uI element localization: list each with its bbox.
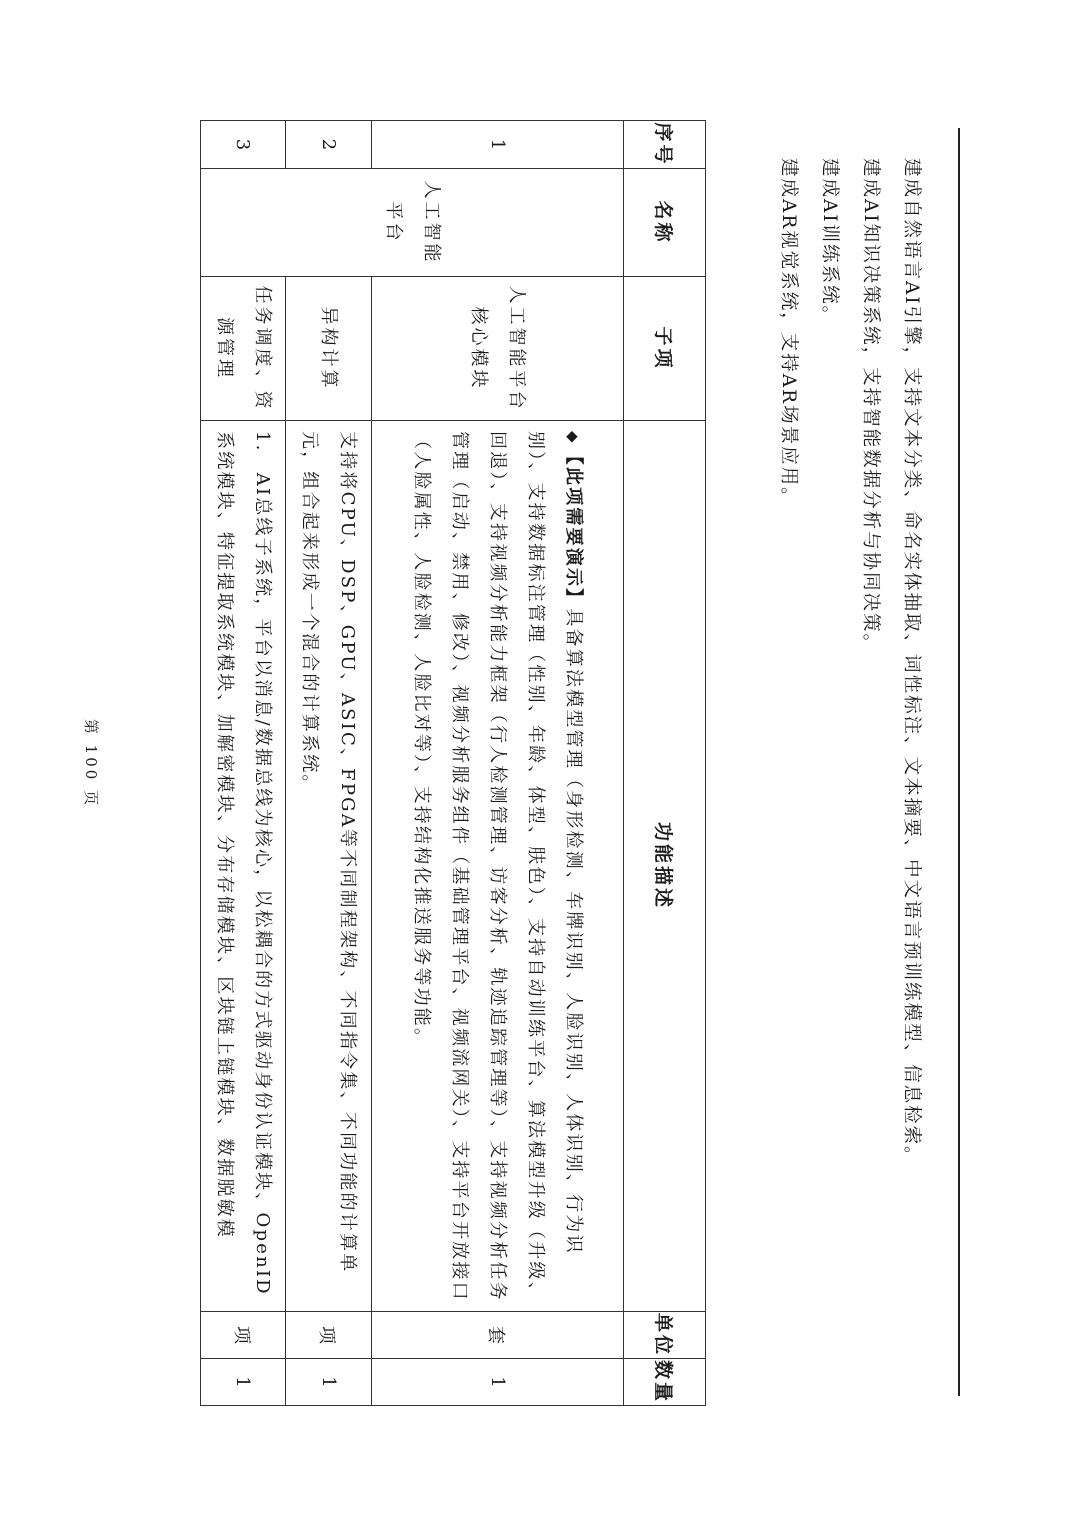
table-row <box>372 121 624 1406</box>
row-index: 3 <box>201 121 286 169</box>
row-quantity: 1 <box>286 1359 372 1406</box>
header-index: 序号 <box>624 121 706 169</box>
row-description: 支持将CPU、DSP、GPU、ASIC、FPGA等不同制程架构、不同指令集、不同功能的计算单元，组合起来形成一个混合的计算系统。 <box>286 421 372 1312</box>
intro-line: 建成AR视觉系统，支持AR场景应用。 <box>778 158 799 508</box>
row-subitem: 异构计算 <box>286 277 372 421</box>
page-number: 第 100 页 <box>82 718 100 809</box>
row-unit: 项 <box>286 1312 372 1359</box>
spec-table <box>200 120 706 1406</box>
row-subitem: 任务调度、资源管理 <box>201 277 286 421</box>
table-header-row <box>624 121 706 1406</box>
row-index: 1 <box>372 121 624 169</box>
table-row <box>286 121 372 1406</box>
row-index: 2 <box>286 121 372 169</box>
row-description: 1. AI总线子系统，平台以消息/数据总线为核心，以松耦合的方式驱动身份认证模块、OpenID系统模块、特征提取系统模块、加解密模块、分布存储模块、区块链上链模块、数据脱敏模 <box>201 421 286 1312</box>
intro-line: 建成自然语言AI引擎，支持文本分类、命名实体抽取、词性标注、文本摘要、中文语言预训练模型、信息检索。 <box>901 158 922 1167</box>
header-unit: 单位 <box>624 1312 706 1359</box>
diamond-bullet-icon: ◆ <box>564 431 583 445</box>
header-subitem: 子项 <box>624 277 706 421</box>
intro-line: 建成AI训练系统。 <box>819 158 840 327</box>
row-subitem: 人工智能平台核心模块 <box>372 277 624 421</box>
header-description: 功能描述 <box>624 421 706 1312</box>
row-quantity: 1 <box>372 1359 624 1406</box>
table-row <box>201 121 286 1406</box>
header-quantity: 数量 <box>624 1359 706 1406</box>
intro-paragraph <box>768 158 932 1358</box>
top-rule <box>958 128 960 1396</box>
intro-line: 建成AI知识决策系统，支持智能数据分析与协同决策。 <box>860 158 881 655</box>
row-description <box>372 421 624 1312</box>
group-name: 人工智能平台 <box>201 169 624 277</box>
row-unit: 项 <box>201 1312 286 1359</box>
header-name: 名称 <box>624 169 706 277</box>
row-description-text: 具备算法模型管理（身形检测、车牌识别、人脸识别、人体识别、行为识别）、支持数据标注管理（性别、年龄、体型、肤色）、支持自动训练平台、算法模型升级（升级、回退）、支持视频分析能力框架（行人检测管理、访客分析、轨迹追踪管理等）、支持视频分析任务管理（启动、禁用、修改）、视频分析服务组件（基础管理平台、视频流网关）、支持平台开放接口（人脸属性、人脸检测、人脸比对等）、支持结构化推送服务等功能。 <box>411 431 585 1302</box>
row-unit: 套 <box>372 1312 624 1359</box>
row-quantity: 1 <box>201 1359 286 1406</box>
demo-required-note: 【此项需要演示】 <box>563 446 585 609</box>
